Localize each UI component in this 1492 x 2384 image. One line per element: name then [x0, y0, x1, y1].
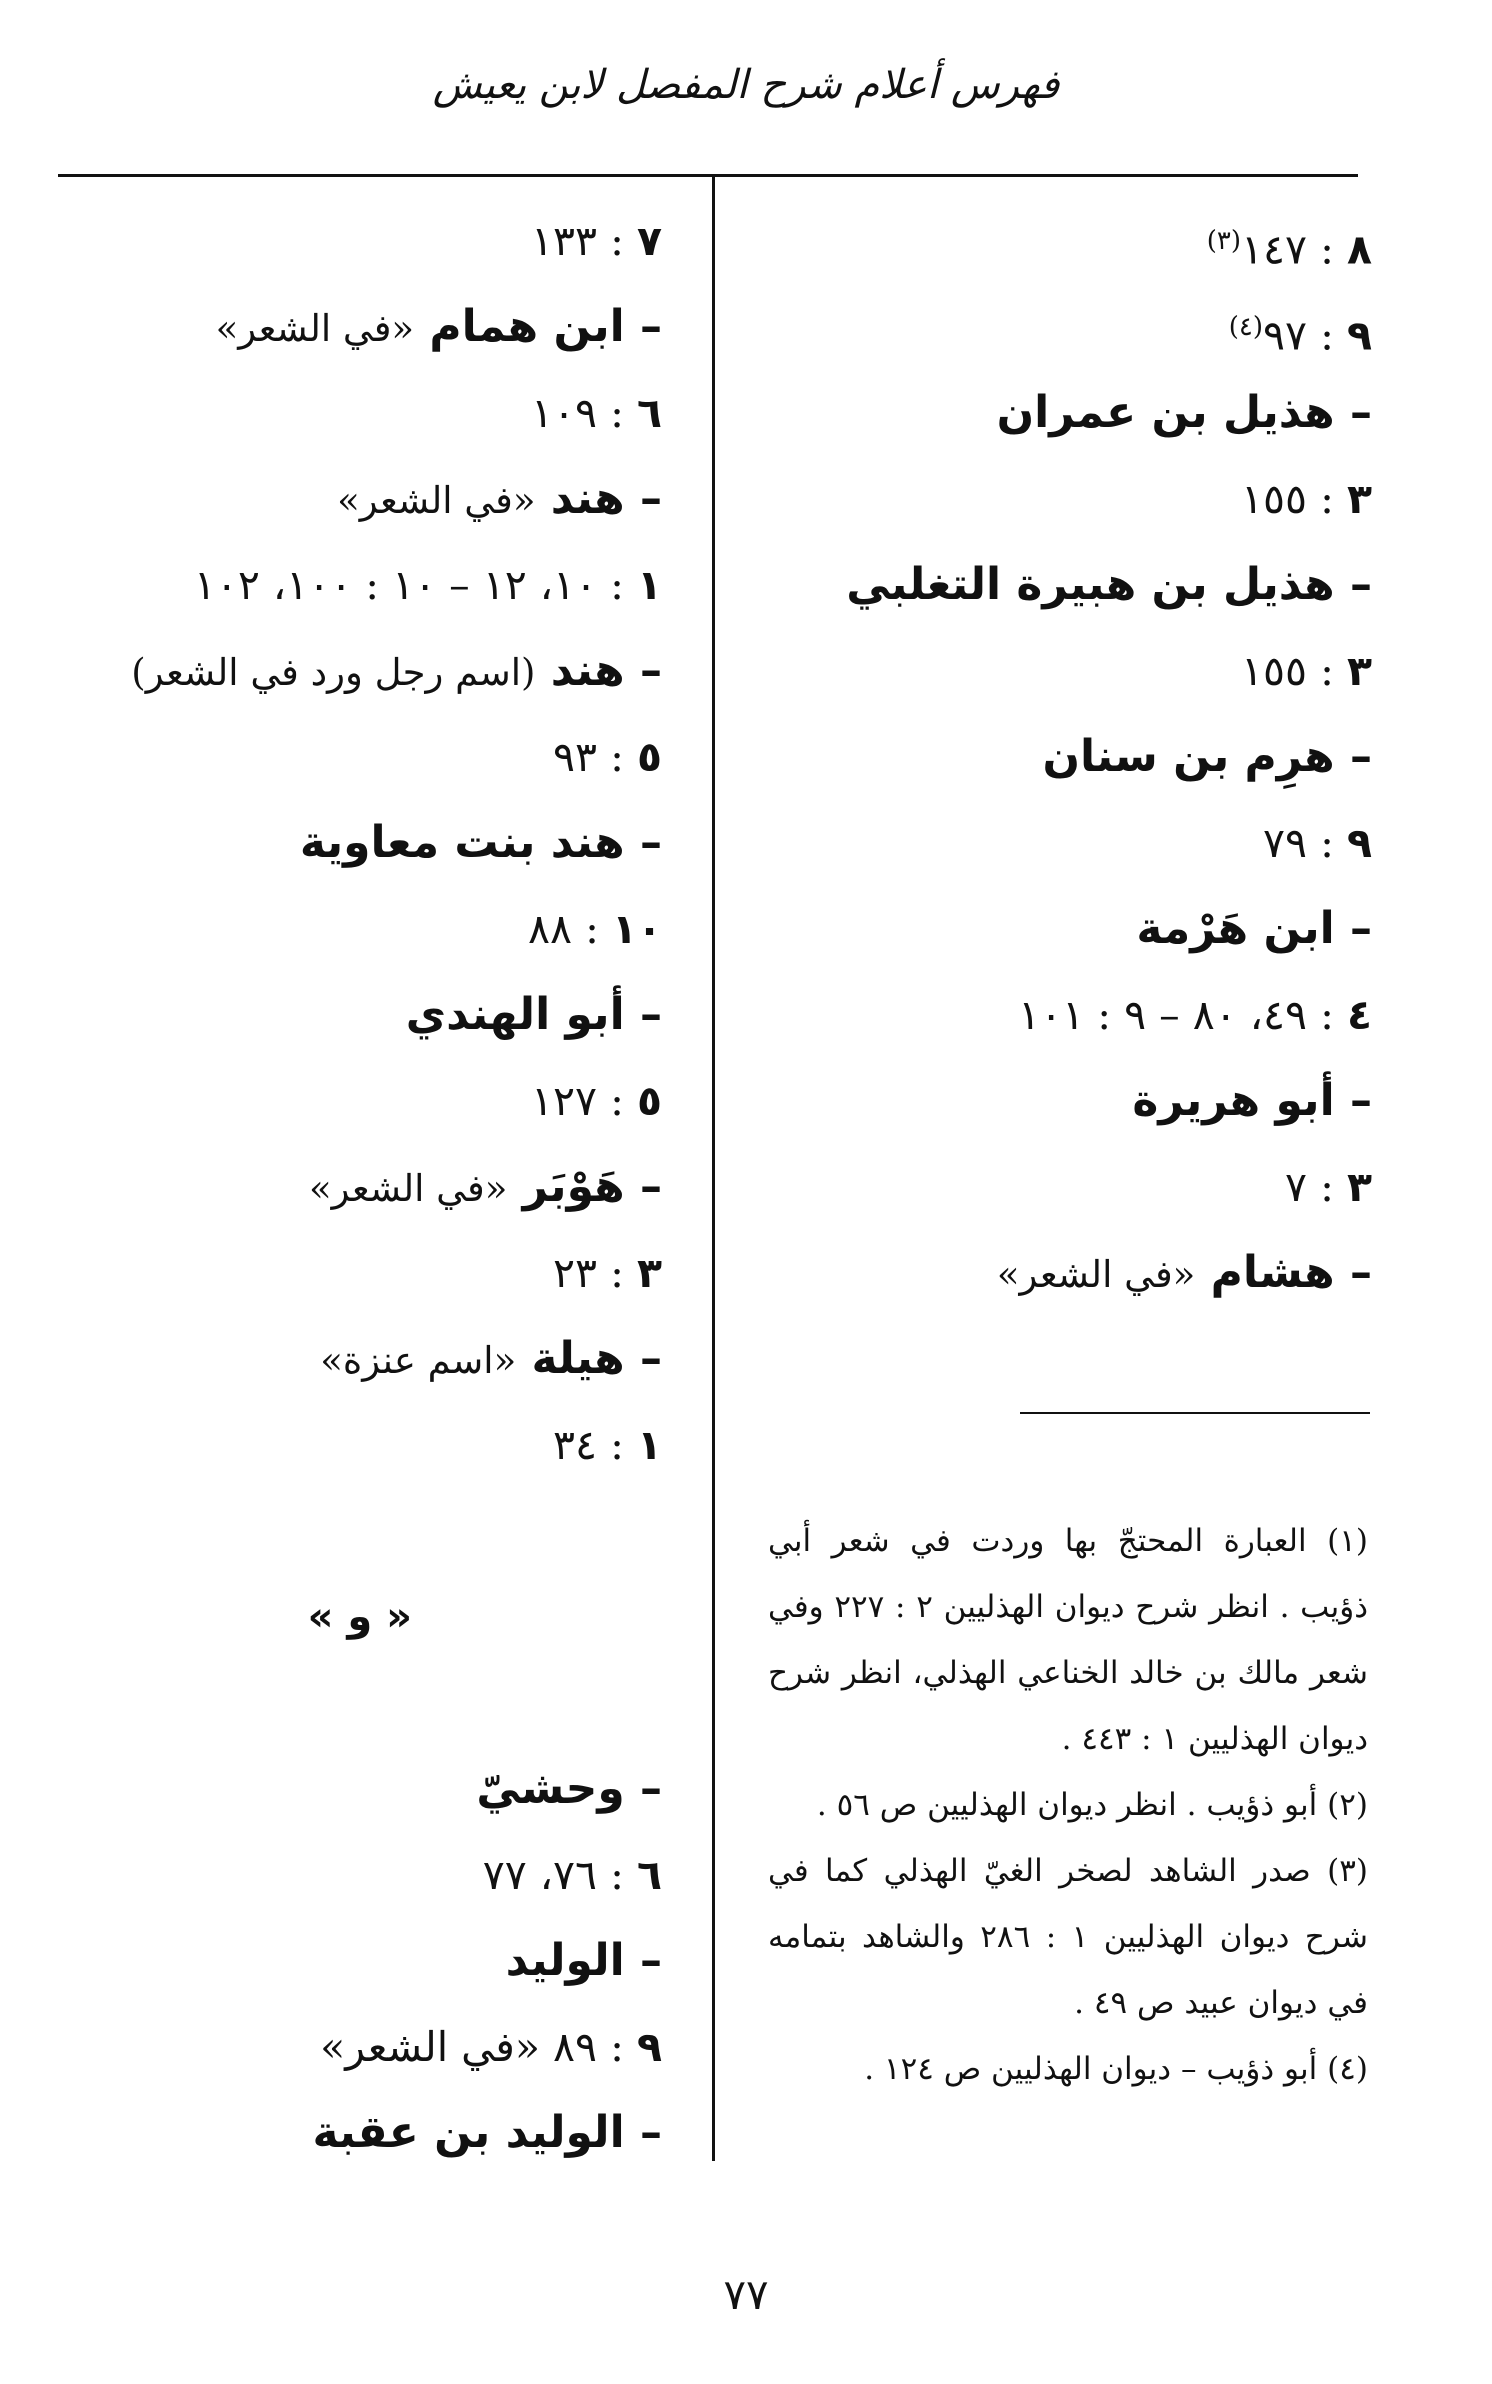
index-entry-name: [0, 628, 662, 714]
footnote: (١) العبارة المحتجّ بها وردت في شعر أبي ذؤيب . انظر شرح ديوان الهذليين ٢ : ٢٢٧ وفي شعر مالك بن خالد الخناعي الهذلي، انظر شرح ديوان الهذليين ١ : ٤٤٣ .: [768, 1523, 1368, 1757]
volume-number: ٩: [1346, 311, 1372, 360]
spacer: [0, 1660, 662, 1746]
index-entry-name: [0, 1918, 662, 2004]
separator: :: [1307, 991, 1347, 1039]
volume-number: ١٠: [611, 905, 662, 953]
page-numbers: ٤٩، ٨٠ – ٩ : ١٠١: [1018, 991, 1308, 1039]
index-entry-name: [812, 1230, 1372, 1316]
page-number: ٧٧: [723, 2270, 769, 2319]
entry-dash: –: [1334, 387, 1372, 438]
header-rule: [58, 174, 1358, 177]
entry-name: أبو الهندي: [405, 989, 625, 1040]
volume-number: ٥: [636, 1077, 662, 1125]
separator: :: [1307, 819, 1347, 867]
separator: :: [597, 1249, 637, 1297]
volume-number: ٣: [636, 1249, 662, 1297]
volume-number: ٤: [1346, 991, 1372, 1039]
index-entry-reference: [0, 2004, 662, 2090]
separator: :: [597, 1421, 637, 1469]
index-entry-reference: [812, 800, 1372, 886]
index-entry-reference: [812, 628, 1372, 714]
index-entry-reference: [0, 542, 662, 628]
entry-dash: –: [624, 473, 662, 524]
index-entry-reference: [0, 1058, 662, 1144]
page-numbers: ٧: [1285, 1163, 1308, 1211]
entry-name: هيلة: [531, 1333, 625, 1384]
separator: :: [572, 905, 612, 953]
index-entry-name: [812, 1058, 1372, 1144]
entry-name: هند: [550, 473, 625, 524]
volume-number: ٩: [636, 2023, 662, 2071]
index-entry-name: [812, 542, 1372, 628]
running-header: فهرس أعلام شرح المفصل لابن يعيش: [432, 62, 1060, 108]
entry-dash: –: [1334, 731, 1372, 782]
index-column-right: [812, 198, 1372, 1316]
footnote: (٣) صدر الشاهد لصخر الغيّ الهذلي كما في شرح ديوان الهذليين ١ : ٢٨٦ والشاهد بتمامه في ديوان عبيد ص ٤٩ .: [768, 1853, 1369, 2021]
separator: :: [597, 1851, 637, 1899]
entry-name: ابن هَرْمة: [1136, 903, 1335, 954]
entry-name: أبو هريرة: [1132, 1075, 1335, 1126]
volume-number: ٣: [1346, 475, 1372, 523]
column-divider: [712, 176, 715, 2161]
volume-number: ٥: [636, 733, 662, 781]
index-entry-name: [0, 284, 662, 370]
volume-number: ٣: [1346, 647, 1372, 695]
separator: :: [597, 2023, 637, 2071]
index-entry-reference: [812, 456, 1372, 542]
entry-name: هند: [550, 645, 625, 696]
footnote-separator: [1020, 1412, 1370, 1414]
entry-name: الوليد بن عقبة: [312, 2107, 625, 2158]
index-entry-name: [0, 1144, 662, 1230]
index-entry-reference: [812, 198, 1372, 284]
page-numbers: ٧٦، ٧٧: [482, 1851, 598, 1899]
index-entry-name: [0, 1316, 662, 1402]
entry-note: «في الشعر»: [215, 307, 415, 350]
index-column-left: [0, 198, 662, 2176]
volume-number: ٧: [636, 217, 662, 265]
page-numbers: ١٠٩: [531, 389, 598, 437]
entry-note: «في الشعر»: [337, 479, 536, 522]
entry-name: هرِم بن سنان: [1042, 731, 1335, 782]
entry-dash: –: [1334, 903, 1372, 954]
volume-number: ١: [636, 1421, 662, 1469]
separator: :: [1307, 311, 1347, 360]
index-entry-reference: [0, 1402, 662, 1488]
entry-dash: –: [1334, 559, 1372, 610]
page-numbers: ١٥٥: [1241, 647, 1308, 695]
entry-dash: –: [624, 1161, 662, 1212]
footnote: (٢) أبو ذؤيب . انظر ديوان الهذليين ص ٥٦ .: [816, 1787, 1368, 1823]
volume-number: ٦: [636, 1851, 662, 1899]
entry-name: ابن همام: [429, 301, 625, 352]
entry-dash: –: [624, 989, 662, 1040]
spacer: [0, 1488, 662, 1574]
index-entry-reference: [0, 1230, 662, 1316]
entry-name: هشام: [1210, 1247, 1335, 1298]
index-entry-reference: [0, 886, 662, 972]
index-entry-name: [0, 972, 662, 1058]
page-numbers: ١٣٣: [531, 217, 598, 265]
separator: :: [597, 217, 637, 265]
entry-dash: –: [624, 645, 662, 696]
separator: :: [1307, 1163, 1347, 1211]
index-entry-name: [812, 370, 1372, 456]
entry-name: هذيل بن عمران: [996, 387, 1335, 438]
volume-number: ٨: [1346, 225, 1372, 274]
volume-number: ٣: [1346, 1163, 1372, 1211]
page-numbers: ٨٨: [528, 905, 573, 953]
entry-name: هند بنت معاوية: [299, 817, 625, 868]
entry-note: «في الشعر»: [996, 1253, 1196, 1296]
volume-number: ٩: [1346, 819, 1372, 867]
entry-note: «اسم عنزة»: [320, 1339, 517, 1382]
index-entry-reference: [0, 198, 662, 284]
page-numbers: ٩٧: [1263, 311, 1308, 360]
entry-dash: –: [624, 817, 662, 868]
entry-name: وحشيّ: [476, 1763, 625, 1814]
index-entry-name: [0, 1746, 662, 1832]
entry-dash: –: [1334, 1247, 1372, 1298]
entry-dash: –: [624, 2107, 662, 2158]
entry-name: الوليد: [505, 1935, 625, 1986]
entry-dash: –: [1334, 1075, 1372, 1126]
index-entry-reference: [0, 714, 662, 800]
page-numbers: ١٢٧: [531, 1077, 598, 1125]
index-entry-reference: [812, 972, 1372, 1058]
entry-note: «في الشعر»: [308, 1167, 508, 1210]
index-entry-name: [0, 2090, 662, 2176]
footnote: (٤) أبو ذؤيب – ديوان الهذليين ص ١٢٤ .: [864, 2051, 1368, 2087]
entry-dash: –: [624, 301, 662, 352]
separator: :: [597, 733, 637, 781]
page-numbers: ١٥٥: [1241, 475, 1308, 523]
entry-dash: –: [624, 1333, 662, 1384]
letter-heading: « و »: [307, 1594, 412, 1640]
index-entry-name: [0, 456, 662, 542]
index-entry-reference: [0, 1832, 662, 1918]
separator: :: [597, 1077, 637, 1125]
separator: :: [597, 389, 637, 437]
index-entry-reference: [812, 284, 1372, 370]
separator: :: [1307, 647, 1347, 695]
footnote-marker: (٤): [1228, 312, 1264, 342]
index-entry-name: [812, 714, 1372, 800]
separator: :: [1307, 225, 1347, 274]
index-entry-reference: [0, 370, 662, 456]
index-entry-name: [812, 886, 1372, 972]
page-numbers: ٣٤: [553, 1421, 598, 1469]
entry-dash: –: [624, 1763, 662, 1814]
entry-name: هذيل بن هبيرة التغلبي: [846, 559, 1335, 610]
page-numbers: ٩٣: [553, 733, 598, 781]
index-entry-reference: [812, 1144, 1372, 1230]
volume-number: ١: [636, 561, 662, 609]
footnotes: [768, 1508, 1368, 2102]
entry-name: هَوْبَر: [522, 1161, 625, 1212]
index-entry-name: [0, 800, 662, 886]
footnote-marker: (٣): [1206, 226, 1241, 256]
page-numbers: ١٠، ١٢ – ١٠ : ١٠٠، ١٠٢: [193, 561, 598, 609]
separator: :: [1307, 475, 1347, 523]
volume-number: ٦: [636, 389, 662, 437]
page-numbers: ٨٩ «في الشعر»: [320, 2023, 598, 2071]
page-numbers: ٧٩: [1263, 819, 1308, 867]
page-numbers: ٢٣: [553, 1249, 598, 1297]
entry-dash: –: [624, 1935, 662, 1986]
separator: :: [597, 561, 637, 609]
page-numbers: ١٤٧: [1241, 225, 1308, 274]
entry-note: (اسم رجل ورد في الشعر): [131, 651, 536, 694]
